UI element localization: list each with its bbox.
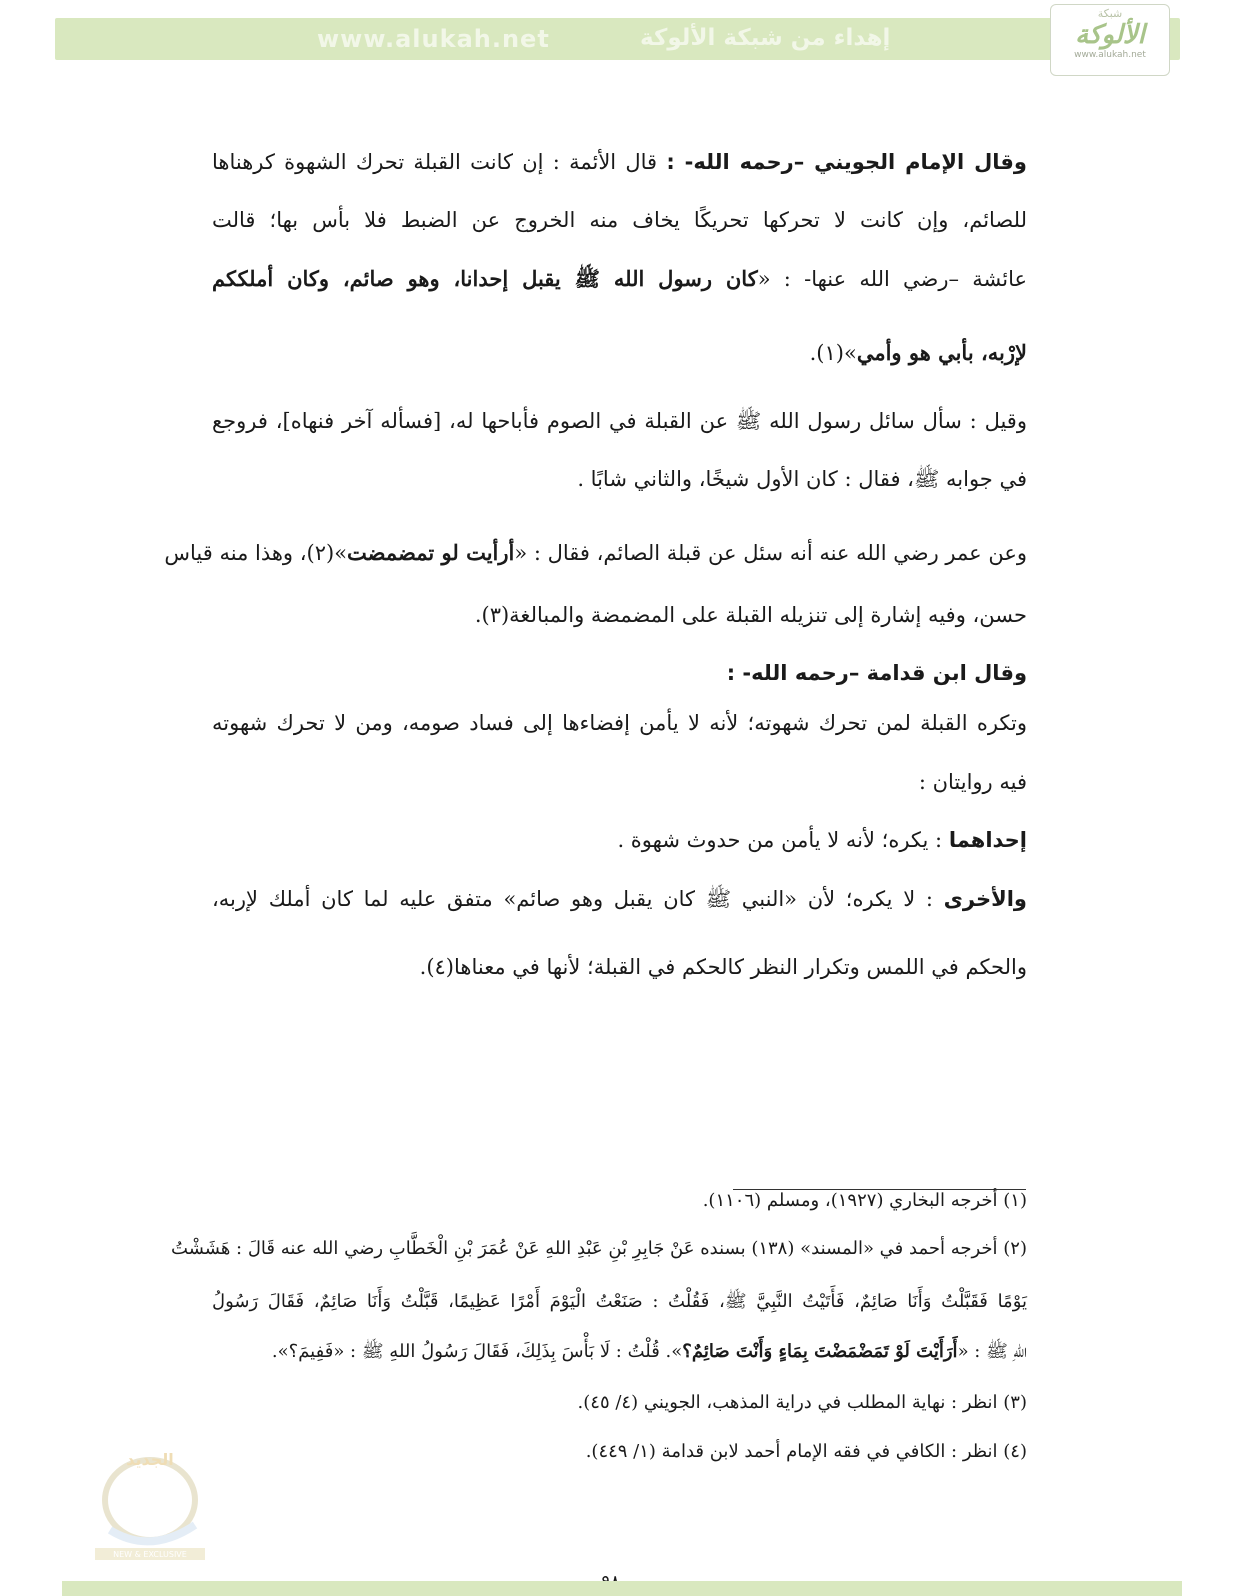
logo-top: شبكة xyxy=(1097,7,1123,20)
text-span: ». قُلْتُ : لَا بَأْسَ بِذَلِكَ، فَقَالَ رَسُولُ اللهِ ﷺ : «فَفِيمَ؟». xyxy=(271,1341,683,1362)
hadith-text: لإرْبه، بأبي هو وأمي xyxy=(856,340,1027,365)
footnote-3: (٣) انظر : نهاية المطلب في دراية المذهب، الجويني (٤/ ٤٥). xyxy=(577,1392,1027,1413)
footnote-2-line-2: يَوْمًا فَقَبَّلْتُ وَأَنَا صَائِمٌ، فَأَتَيْتُ النَّبِيَّ ﷺ، فَقُلْتُ : صَنَعْتُ الْيَوْمَ أَمْرًا عَظِيمًا، قَبَّلْتُ وَأَنَا صَائِمٌ، فَقَالَ رَسُولُ xyxy=(212,1291,1027,1312)
text-span: : يكره؛ لأنه لا يأمن من حدوث شهوة . xyxy=(617,828,949,852)
footnote-1: (١) أخرجه البخاري (١٩٢٧)، ومسلم (١١٠٦). xyxy=(702,1190,1027,1211)
paragraph-4-line-1: وتكره القبلة لمن تحرك شهوته؛ لأنه لا يأمن إفضاءها إلى فساد صومه، ومن لا تحرك شهوته xyxy=(212,711,1027,735)
text-span: وعن عمر رضي الله عنه أنه سئل عن قبلة الصائم، فقال : « xyxy=(514,541,1027,565)
site-url[interactable]: www.alukah.net xyxy=(317,25,550,53)
paragraph-2-line-2: في جوابه ﷺ، فقال : كان الأول شيخًا، والثاني شابًا . xyxy=(577,467,1027,491)
juwayni-heading: وقال الإمام الجويني –رحمه الله- : xyxy=(666,150,1027,174)
paragraph-1-line-1 xyxy=(212,150,1027,174)
text-span: اللهِ ﷺ : « xyxy=(957,1341,1027,1362)
gift-text: إهداء من شبكة الألوكة xyxy=(640,25,891,51)
term-label: والأخرى xyxy=(943,887,1027,911)
ibn-qudamah-heading xyxy=(212,661,1027,685)
paragraph-4-line-3 xyxy=(212,828,1027,852)
new-exclusive-watermark xyxy=(80,1445,220,1565)
logo-main: الألوكة xyxy=(1075,20,1145,50)
hadith-text: أرأيت لو تمضمضت xyxy=(347,540,515,565)
paragraph-2-line-1: وقيل : سأل سائل رسول الله ﷺ عن القبلة في الصوم فأباحها له، [فسأله آخر فنهاه]، فروجع xyxy=(212,409,1027,433)
text-span: : لا يكره؛ لأن «النبي ﷺ كان يقبل وهو صائم» متفق عليه لما كان أملك لإربه، xyxy=(212,887,944,911)
paragraph-4-line-5: والحكم في اللمس وتكرار النظر كالحكم في القبلة؛ لأنها في معناها(٤). xyxy=(419,955,1027,979)
alukah-logo[interactable] xyxy=(1050,4,1170,76)
paragraph-3-line-1 xyxy=(164,540,1027,565)
footer-bar xyxy=(62,1581,1182,1596)
footnote-4: (٤) انظر : الكافي في فقه الإمام أحمد لابن قدامة (١/ ٤٤٩). xyxy=(585,1441,1027,1462)
paragraph-1-line-4 xyxy=(212,340,1027,365)
text-span: عائشة –رضي الله عنها- : « xyxy=(757,267,1028,291)
paragraph-1-line-3 xyxy=(212,266,1027,297)
heading-text: وقال ابن قدامة –رحمه الله- : xyxy=(726,661,1027,685)
footnote-2-line-1: (٢) أخرجه أحمد في «المسند» (١٣٨) بسنده عَنْ جَابِرِ بْنِ عَبْدِ اللهِ عَنْ عُمَرَ بْنِ الْخَطَّابِ رضي الله عنه قَالَ : هَشَشْتُ xyxy=(171,1238,1027,1259)
logo-small: www.alukah.net xyxy=(1074,50,1146,60)
footnote-ref[interactable]: »(١). xyxy=(809,341,857,365)
watermark-top-text: الجديد xyxy=(126,1450,174,1469)
term-label: إحداهما xyxy=(948,828,1027,852)
watermark-bottom-text: NEW & EXCLUSIVE xyxy=(113,1550,187,1559)
paragraph-4-line-4 xyxy=(212,886,1027,917)
text-span: قال الأئمة : إن كانت القبلة تحرك الشهوة كرهناها xyxy=(212,150,658,174)
hadith-text: كان رسول الله ﷺ يقبل إحدانا، وهو صائم، وكان أملككم xyxy=(212,266,758,291)
header-banner xyxy=(55,7,1180,60)
footnote-2-line-3 xyxy=(212,1340,1027,1366)
paragraph-4-line-2: فيه روايتان : xyxy=(918,770,1027,794)
paragraph-1-line-2: للصائم، وإن كانت لا تحركها تحريكًا يخاف منه الخروج عن الضبط فلا بأس بها؛ قالت xyxy=(212,208,1027,232)
paragraph-3-line-2: حسن، وفيه إشارة إلى تنزيله القبلة على المضمضة والمبالغة(٣). xyxy=(474,603,1027,627)
hadith-text: أَرَأَيْتَ لَوْ تَمَضْمَضْتَ بِمَاءٍ وَأَنْتَ صَائِمٌ؟ xyxy=(682,1341,958,1362)
footnote-ref[interactable]: »(٢)، وهذا منه قياس xyxy=(164,541,348,565)
